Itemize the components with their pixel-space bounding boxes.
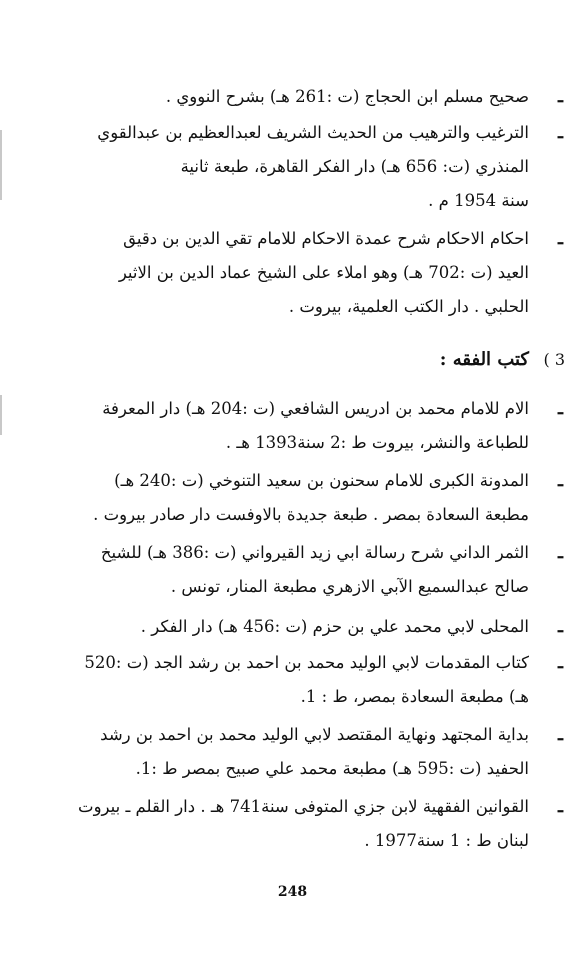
entry-line: الترغيب والترهيب من الحديث الشريف لعبدالعظيم بن عبدالقوي (97, 123, 529, 142)
entry-bullet: ـ (558, 725, 563, 745)
entry-line: هـ) مطبعة السعادة بمصر، ط : 1. (300, 687, 529, 706)
entry-bullet: ـ (558, 543, 563, 563)
entry-bullet: ـ (558, 229, 563, 249)
bibliography-entry (73, 610, 563, 644)
page-number: 248 (277, 884, 308, 900)
bibliography-entry (73, 392, 563, 460)
bibliography-entry (73, 718, 563, 786)
entry-bullet: ـ (558, 797, 563, 817)
entry-line: احكام الاحكام شرح عمدة الاحكام للامام تقي الدين بن دقيق (123, 229, 529, 248)
entry-bullet: ـ (558, 87, 563, 107)
scan-edge-mark (0, 395, 2, 435)
entry-line: المدونة الكبرى للامام سحنون بن سعيد التنوخي (ت :240 هـ) (114, 471, 529, 490)
entry-line: المحلى لابي محمد علي بن حزم (ت :456 هـ) دار الفكر . (140, 617, 529, 636)
entry-bullet: ـ (558, 471, 563, 491)
entry-line: للطباعة والنشر، بيروت ط :2 سنة1393 هـ . (225, 433, 529, 452)
entry-line: مطبعة السعادة بمصر . طبعة جديدة بالاوفست دار صادر بيروت . (93, 505, 529, 524)
entry-line: الحفيد (ت :595 هـ) مطبعة محمد علي صبيح بمصر ط :1. (135, 759, 529, 778)
bibliography-entry (73, 116, 563, 218)
entry-line: بداية المجتهد ونهاية المقتصد لابي الوليد محمد بن احمد بن رشد (100, 725, 529, 744)
entry-line: صحيح مسلم ابن الحجاج (ت :261 هـ) بشرح النووي . (165, 87, 529, 106)
entry-line: سنة 1954 م . (428, 191, 529, 210)
bibliography-entry (73, 222, 563, 324)
entry-bullet: ـ (558, 399, 563, 419)
section-title: كتب الفقه : (439, 349, 529, 370)
entry-line: الحلبي . دار الكتب العلمية، بيروت . (288, 297, 529, 316)
entry-line: الام للامام محمد بن ادريس الشافعي (ت :204 هـ) دار المعرفة (102, 399, 529, 418)
section-heading (49, 343, 565, 377)
entry-line: لبنان ط : 1 سنة1977 . (364, 831, 529, 850)
bibliography-entry (73, 790, 563, 858)
entry-line: صالح عبدالسميع الآبي الازهري مطبعة المنار، تونس . (170, 577, 529, 596)
scan-edge-mark (0, 130, 2, 200)
entry-line: كتاب المقدمات لابي الوليد محمد بن احمد بن رشد الجد (ت :520 (84, 653, 529, 672)
entry-bullet: ـ (558, 653, 563, 673)
entry-line: القوانين الفقهية لابن جزي المتوفى سنة741 هـ . دار القلم ـ بيروت (78, 797, 529, 816)
section-number: 3 ) (543, 350, 565, 369)
entry-bullet: ـ (558, 617, 563, 637)
bibliography-entry (73, 80, 563, 114)
bibliography-entry (73, 536, 563, 604)
bibliography-entry (73, 464, 563, 532)
entry-line: العيد (ت :702 هـ) وهو املاء على الشيخ عماد الدين بن الاثير (118, 263, 529, 282)
entry-bullet: ـ (558, 123, 563, 143)
entry-line: الثمر الداني شرح رسالة ابي زيد القيرواني (ت :386 هـ) للشيخ (100, 543, 529, 562)
bibliography-entry (73, 646, 563, 714)
entry-line: المنذري (ت: 656 هـ) دار الفكر القاهرة، طبعة ثانية (180, 157, 529, 176)
